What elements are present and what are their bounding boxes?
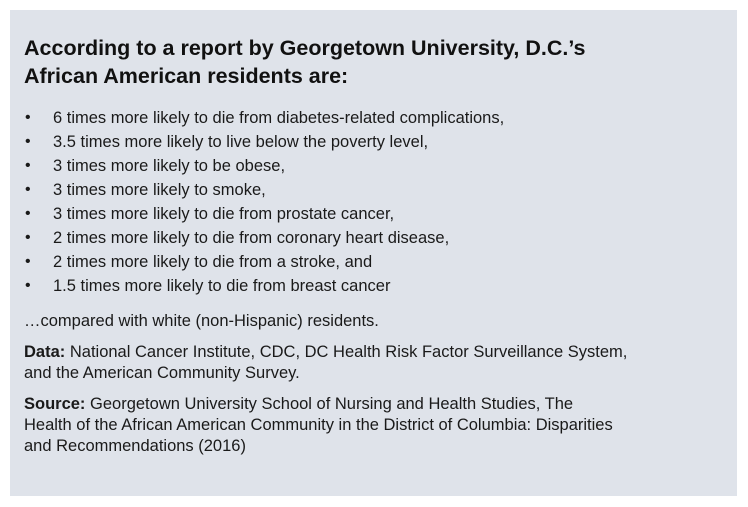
data-label: Data: xyxy=(24,343,66,361)
list-item xyxy=(24,202,723,226)
card-heading xyxy=(24,34,723,90)
list-item xyxy=(24,226,723,250)
bullet-icon: • xyxy=(25,133,31,150)
heading-line-2: African American residents are: xyxy=(24,64,349,88)
list-item xyxy=(24,106,723,130)
info-card xyxy=(10,10,737,496)
bullet-icon: • xyxy=(25,181,31,198)
heading-line-1: According to a report by Georgetown University, D.C.’s xyxy=(24,36,586,60)
list-item xyxy=(24,178,723,202)
source-line-3: and Recommendations (2016) xyxy=(24,437,246,455)
list-item xyxy=(24,274,723,298)
list-item xyxy=(24,250,723,274)
statistics-list xyxy=(24,106,723,298)
list-item-text: 6 times more likely to die from diabetes-related complications, xyxy=(53,109,505,127)
comparison-text: …compared with white (non-Hispanic) residents. xyxy=(24,312,379,330)
bullet-icon: • xyxy=(25,109,31,126)
source-line-1: Georgetown University School of Nursing and Health Studies, The xyxy=(85,395,574,413)
source-label: Source: xyxy=(24,395,86,413)
bullet-icon: • xyxy=(25,253,31,270)
data-line-2: and the American Community Survey. xyxy=(24,364,300,382)
list-item xyxy=(24,154,723,178)
source-note xyxy=(24,394,723,457)
bullet-icon: • xyxy=(25,277,31,294)
list-item-text: 1.5 times more likely to die from breast cancer xyxy=(53,277,391,295)
source-line-2: Health of the African American Community in the District of Columbia: Disparities xyxy=(24,416,613,434)
list-item-text: 2 times more likely to die from coronary heart disease, xyxy=(53,229,450,247)
bullet-icon: • xyxy=(25,229,31,246)
bullet-icon: • xyxy=(25,205,31,222)
list-item-text: 2 times more likely to die from a stroke, and xyxy=(53,253,373,271)
bullet-icon: • xyxy=(25,157,31,174)
data-line-1: National Cancer Institute, CDC, DC Health Risk Factor Surveillance System, xyxy=(65,343,628,361)
list-item xyxy=(24,130,723,154)
data-note xyxy=(24,342,723,384)
list-item-text: 3 times more likely to smoke, xyxy=(53,181,266,199)
list-item-text: 3 times more likely to die from prostate cancer, xyxy=(53,205,395,223)
list-item-text: 3.5 times more likely to live below the poverty level, xyxy=(53,133,429,151)
list-item-text: 3 times more likely to be obese, xyxy=(53,157,286,175)
